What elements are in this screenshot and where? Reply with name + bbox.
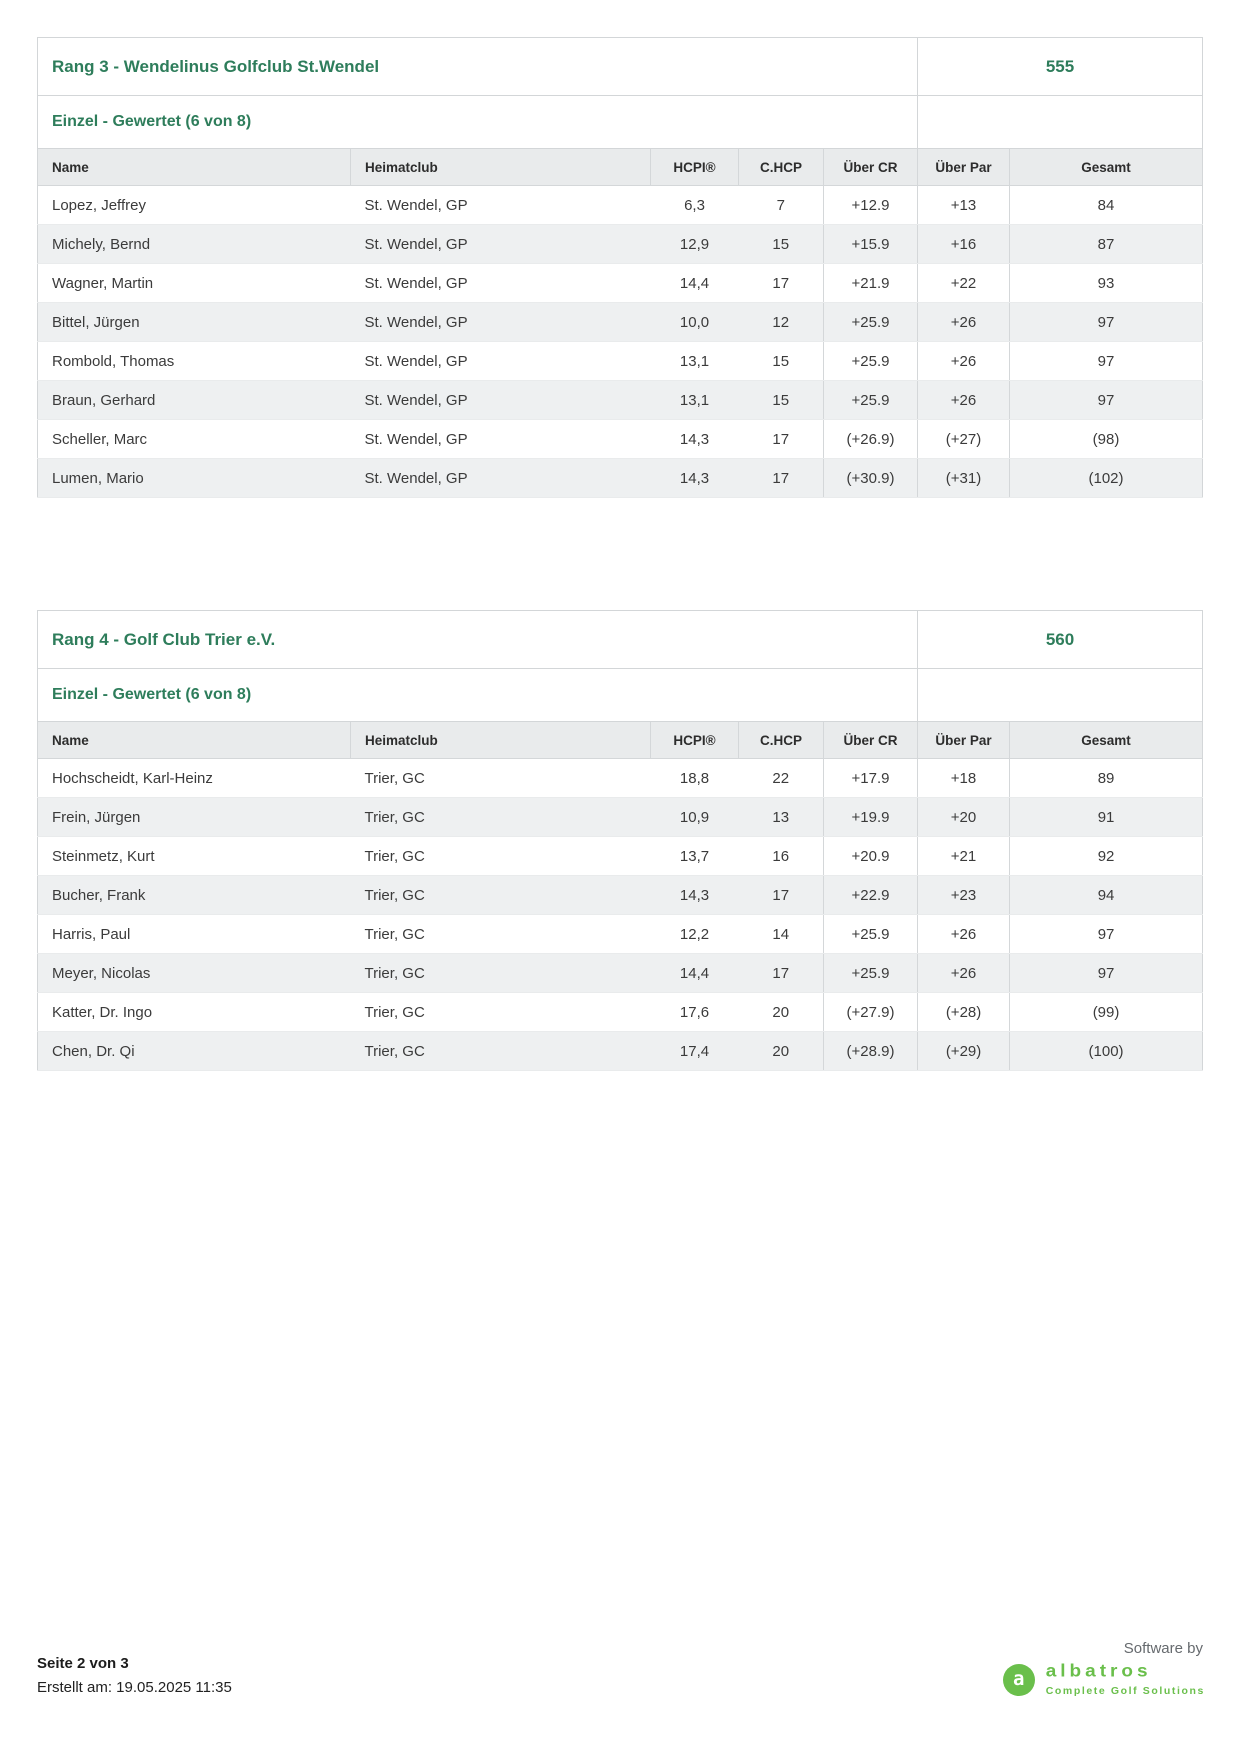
total-value: 97	[1010, 954, 1203, 993]
over-cr-value: (+27.9)	[824, 993, 918, 1032]
player-name: Chen, Dr. Qi	[38, 1032, 351, 1071]
home-club: Trier, GC	[351, 954, 651, 993]
total-value: (100)	[1010, 1032, 1203, 1071]
hcpi-value: 14,3	[651, 459, 739, 498]
hcpi-value: 14,3	[651, 876, 739, 915]
over-cr-value: (+28.9)	[824, 1032, 918, 1071]
home-club: Trier, GC	[351, 993, 651, 1032]
over-cr-value: (+30.9)	[824, 459, 918, 498]
player-row	[38, 342, 1203, 381]
chcp-value: 15	[739, 381, 824, 420]
albatros-wordmark: albatros	[1045, 1661, 1152, 1682]
chcp-value: 15	[739, 342, 824, 381]
column-header-home-club: Heimatclub	[351, 722, 651, 759]
over-cr-value: +22.9	[824, 876, 918, 915]
chcp-value: 17	[739, 264, 824, 303]
chcp-value: 17	[739, 459, 824, 498]
over-par-value: +26	[918, 303, 1010, 342]
hcpi-value: 17,6	[651, 993, 739, 1032]
home-club: Trier, GC	[351, 915, 651, 954]
hcpi-value: 12,9	[651, 225, 739, 264]
player-row	[38, 759, 1203, 798]
chcp-value: 20	[739, 993, 824, 1032]
player-name: Harris, Paul	[38, 915, 351, 954]
hcpi-value: 13,1	[651, 381, 739, 420]
results-table	[37, 610, 1203, 1071]
page-content	[37, 37, 1202, 1183]
chcp-value: 16	[739, 837, 824, 876]
player-row	[38, 954, 1203, 993]
player-row	[38, 876, 1203, 915]
total-value: 97	[1010, 342, 1203, 381]
total-value: 89	[1010, 759, 1203, 798]
home-club: Trier, GC	[351, 759, 651, 798]
chcp-value: 20	[739, 1032, 824, 1071]
home-club: St. Wendel, GP	[351, 342, 651, 381]
chcp-value: 17	[739, 420, 824, 459]
player-name: Michely, Bernd	[38, 225, 351, 264]
chcp-value: 17	[739, 954, 824, 993]
column-header-player-name: Name	[38, 722, 351, 759]
albatros-icon: a	[1003, 1664, 1035, 1696]
player-row	[38, 1032, 1203, 1071]
over-cr-value: +20.9	[824, 837, 918, 876]
player-name: Lopez, Jeffrey	[38, 186, 351, 225]
hcpi-value: 10,9	[651, 798, 739, 837]
hcpi-value: 14,4	[651, 264, 739, 303]
over-cr-value: +19.9	[824, 798, 918, 837]
player-name: Katter, Dr. Ingo	[38, 993, 351, 1032]
hcpi-value: 6,3	[651, 186, 739, 225]
over-cr-value: +25.9	[824, 954, 918, 993]
software-logo	[1003, 1640, 1205, 1697]
team-score: 560	[918, 611, 1203, 669]
page-number: Seite 2 von 3	[37, 1655, 129, 1672]
table-subtitle: Einzel - Gewertet (6 von 8)	[38, 669, 918, 722]
total-value: 93	[1010, 264, 1203, 303]
over-cr-value: +17.9	[824, 759, 918, 798]
over-par-value: +26	[918, 381, 1010, 420]
column-header-over-cr-value: Über CR	[824, 722, 918, 759]
over-par-value: +16	[918, 225, 1010, 264]
total-value: (102)	[1010, 459, 1203, 498]
results-table	[37, 37, 1203, 498]
player-name: Scheller, Marc	[38, 420, 351, 459]
total-value: 97	[1010, 381, 1203, 420]
home-club: St. Wendel, GP	[351, 264, 651, 303]
team-score: 555	[918, 38, 1203, 96]
total-value: 84	[1010, 186, 1203, 225]
over-par-value: +26	[918, 342, 1010, 381]
column-header-hcpi-value: HCPI®	[651, 149, 739, 186]
home-club: Trier, GC	[351, 837, 651, 876]
team-title-row	[38, 611, 1203, 669]
player-row	[38, 225, 1203, 264]
over-cr-value: +25.9	[824, 915, 918, 954]
over-cr-value: +12.9	[824, 186, 918, 225]
total-value: 91	[1010, 798, 1203, 837]
over-cr-value: +21.9	[824, 264, 918, 303]
total-value: 94	[1010, 876, 1203, 915]
hcpi-value: 17,4	[651, 1032, 739, 1071]
table-subtitle: Einzel - Gewertet (6 von 8)	[38, 96, 918, 149]
over-par-value: (+28)	[918, 993, 1010, 1032]
player-row	[38, 798, 1203, 837]
chcp-value: 7	[739, 186, 824, 225]
column-header-total-value: Gesamt	[1010, 149, 1203, 186]
player-name: Rombold, Thomas	[38, 342, 351, 381]
player-name: Braun, Gerhard	[38, 381, 351, 420]
chcp-value: 15	[739, 225, 824, 264]
hcpi-value: 13,1	[651, 342, 739, 381]
player-name: Steinmetz, Kurt	[38, 837, 351, 876]
hcpi-value: 13,7	[651, 837, 739, 876]
empty-cell	[918, 669, 1203, 722]
home-club: St. Wendel, GP	[351, 225, 651, 264]
over-cr-value: +25.9	[824, 381, 918, 420]
chcp-value: 17	[739, 876, 824, 915]
hcpi-value: 12,2	[651, 915, 739, 954]
home-club: Trier, GC	[351, 798, 651, 837]
column-header-home-club: Heimatclub	[351, 149, 651, 186]
over-par-value: +20	[918, 798, 1010, 837]
home-club: St. Wendel, GP	[351, 381, 651, 420]
player-name: Bittel, Jürgen	[38, 303, 351, 342]
over-cr-value: +25.9	[824, 342, 918, 381]
player-name: Hochscheidt, Karl-Heinz	[38, 759, 351, 798]
created-timestamp: Erstellt am: 19.05.2025 11:35	[37, 1679, 232, 1696]
home-club: St. Wendel, GP	[351, 303, 651, 342]
player-row	[38, 915, 1203, 954]
column-header-row	[38, 149, 1203, 186]
total-value: 87	[1010, 225, 1203, 264]
over-cr-value: +15.9	[824, 225, 918, 264]
player-name: Bucher, Frank	[38, 876, 351, 915]
column-header-over-par-value: Über Par	[918, 149, 1010, 186]
total-value: (99)	[1010, 993, 1203, 1032]
column-header-over-cr-value: Über CR	[824, 149, 918, 186]
hcpi-value: 10,0	[651, 303, 739, 342]
column-header-chcp-value: C.HCP	[739, 149, 824, 186]
over-par-value: (+27)	[918, 420, 1010, 459]
software-by-label: Software by	[1123, 1640, 1203, 1657]
player-row	[38, 303, 1203, 342]
player-row	[38, 420, 1203, 459]
subtitle-row	[38, 96, 1203, 149]
chcp-value: 13	[739, 798, 824, 837]
player-row	[38, 837, 1203, 876]
chcp-value: 22	[739, 759, 824, 798]
chcp-value: 14	[739, 915, 824, 954]
rank-4-table-block	[37, 610, 1202, 1071]
empty-cell	[918, 96, 1203, 149]
column-header-player-name: Name	[38, 149, 351, 186]
team-title: Rang 4 - Golf Club Trier e.V.	[38, 611, 918, 669]
albatros-tagline: Complete Golf Solutions	[1045, 1685, 1205, 1697]
home-club: Trier, GC	[351, 876, 651, 915]
team-title: Rang 3 - Wendelinus Golfclub St.Wendel	[38, 38, 918, 96]
total-value: 97	[1010, 915, 1203, 954]
over-cr-value: (+26.9)	[824, 420, 918, 459]
chcp-value: 12	[739, 303, 824, 342]
over-par-value: +23	[918, 876, 1010, 915]
player-row	[38, 381, 1203, 420]
home-club: Trier, GC	[351, 1032, 651, 1071]
hcpi-value: 14,3	[651, 420, 739, 459]
rank-3-table-block	[37, 37, 1202, 498]
column-header-hcpi-value: HCPI®	[651, 722, 739, 759]
player-row	[38, 459, 1203, 498]
total-value: 92	[1010, 837, 1203, 876]
over-par-value: (+29)	[918, 1032, 1010, 1071]
column-header-row	[38, 722, 1203, 759]
player-name: Meyer, Nicolas	[38, 954, 351, 993]
home-club: St. Wendel, GP	[351, 186, 651, 225]
over-cr-value: +25.9	[824, 303, 918, 342]
column-header-total-value: Gesamt	[1010, 722, 1203, 759]
home-club: St. Wendel, GP	[351, 420, 651, 459]
hcpi-value: 14,4	[651, 954, 739, 993]
team-title-row	[38, 38, 1203, 96]
over-par-value: +21	[918, 837, 1010, 876]
player-row	[38, 264, 1203, 303]
total-value: (98)	[1010, 420, 1203, 459]
albatros-logo	[1003, 1662, 1205, 1697]
column-header-chcp-value: C.HCP	[739, 722, 824, 759]
footer-left	[37, 1652, 232, 1700]
player-name: Frein, Jürgen	[38, 798, 351, 837]
player-name: Wagner, Martin	[38, 264, 351, 303]
total-value: 97	[1010, 303, 1203, 342]
over-par-value: +26	[918, 954, 1010, 993]
over-par-value: (+31)	[918, 459, 1010, 498]
player-row	[38, 186, 1203, 225]
home-club: St. Wendel, GP	[351, 459, 651, 498]
over-par-value: +13	[918, 186, 1010, 225]
column-header-over-par-value: Über Par	[918, 722, 1010, 759]
subtitle-row	[38, 669, 1203, 722]
over-par-value: +18	[918, 759, 1010, 798]
albatros-logo-text	[1046, 1662, 1205, 1697]
hcpi-value: 18,8	[651, 759, 739, 798]
over-par-value: +26	[918, 915, 1010, 954]
over-par-value: +22	[918, 264, 1010, 303]
player-name: Lumen, Mario	[38, 459, 351, 498]
player-row	[38, 993, 1203, 1032]
